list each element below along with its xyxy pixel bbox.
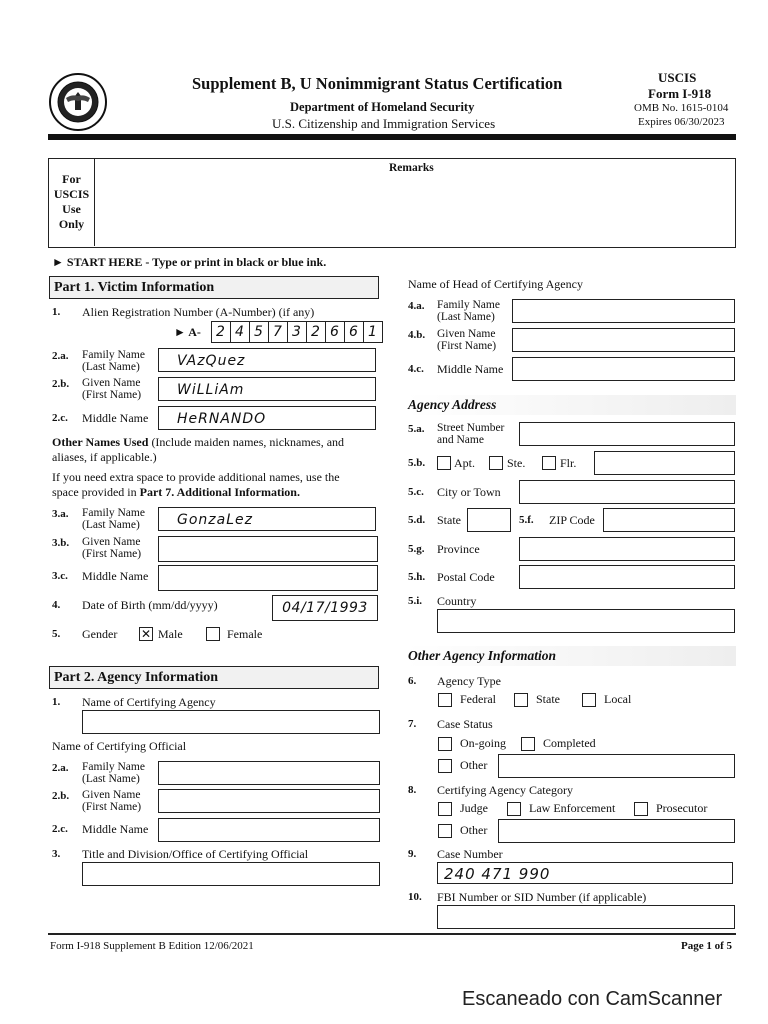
r-q5g-label: Province (437, 542, 480, 556)
local-checkbox[interactable] (582, 693, 596, 707)
local-label: Local (604, 692, 632, 706)
p1-q3b-label: Given Name (First Name) (82, 536, 142, 560)
p1-q2c-label: Middle Name (82, 411, 149, 425)
other-names-instruction-2: aliases, if applicable.) (52, 450, 157, 464)
head-family-name-field[interactable] (512, 299, 735, 323)
p2-q2b-number: 2.b. (52, 790, 70, 802)
r-q6-number: 6. (408, 675, 417, 687)
gender-male-label: Male (158, 627, 183, 641)
apt-label: Apt. (454, 456, 475, 470)
p2-q2c-label: Middle Name (82, 822, 149, 836)
head-given-name-field[interactable] (512, 328, 735, 352)
r-q4b-number: 4.b. (408, 329, 426, 341)
p2-q2a-number: 2.a. (52, 762, 69, 774)
r-q9-label: Case Number (437, 847, 503, 861)
start-here-instruction: ► START HERE - Type or print in black or blue ink. (52, 255, 327, 269)
extra-space-instruction-2: space provided in Part 7. Additional Information. (52, 485, 300, 499)
gender-female-checkbox[interactable] (206, 627, 220, 641)
gender-female-label: Female (227, 627, 263, 641)
a-number-digit: 1 (363, 321, 383, 343)
part2-header: Part 2. Agency Information (49, 666, 379, 689)
omb-number: OMB No. 1615-0104 (634, 102, 729, 114)
r-q8-label: Certifying Agency Category (437, 783, 573, 797)
flr-label: Flr. (560, 456, 577, 470)
date-of-birth-field[interactable]: 04/17/1993 (272, 595, 378, 621)
unit-number-field[interactable] (594, 451, 735, 475)
agency-name: U.S. Citizenship and Immigration Services (272, 116, 496, 131)
city-field[interactable] (519, 480, 735, 504)
completed-label: Completed (543, 736, 596, 750)
case-status-other-label: Other (460, 758, 488, 772)
other-agency-info-header: Other Agency Information (406, 646, 736, 666)
r-q5a-label: Street Number and Name (437, 422, 505, 446)
r-q4b-label: Given Name (First Name) (437, 328, 497, 352)
r-q5c-label: City or Town (437, 485, 501, 499)
r-q4a-number: 4.a. (408, 300, 425, 312)
federal-checkbox[interactable] (438, 693, 452, 707)
r-q5h-number: 5.h. (408, 571, 426, 583)
r-q5b-number: 5.b. (408, 457, 426, 469)
form-number: Form I-918 (648, 86, 712, 101)
r-q4c-number: 4.c. (408, 363, 424, 375)
r-q5h-label: Postal Code (437, 570, 495, 584)
p1-q4-number: 4. (52, 599, 61, 611)
uscis-label: USCIS (658, 70, 697, 85)
a-number-digit: 6 (325, 321, 345, 343)
head-of-agency-label: Name of Head of Certifying Agency (408, 277, 583, 291)
r-q7-label: Case Status (437, 717, 493, 731)
category-other-field[interactable] (498, 819, 735, 843)
p1-q2c-number: 2.c. (52, 412, 68, 424)
state-label: State (536, 692, 560, 706)
certifying-official-label: Name of Certifying Official (52, 739, 187, 753)
postal-code-field[interactable] (519, 565, 735, 589)
p1-q3b-number: 3.b. (52, 537, 70, 549)
form-title: Supplement B, U Nonimmigrant Status Certification (192, 74, 563, 93)
ste-checkbox[interactable] (489, 456, 503, 470)
camscanner-watermark: Escaneado con CamScanner (462, 988, 723, 1010)
a-number-digit: 2 (211, 321, 231, 343)
r-q7-number: 7. (408, 718, 417, 730)
a-number-digit: 4 (230, 321, 250, 343)
case-status-other-checkbox[interactable] (438, 759, 452, 773)
r-q10-number: 10. (408, 891, 422, 903)
footer-rule (48, 933, 736, 935)
p1-q5-label: Gender (82, 627, 118, 641)
extra-space-instruction: If you need extra space to provide additional names, use the (52, 470, 340, 484)
category-other-label: Other (460, 823, 488, 837)
r-q10-label: FBI Number or SID Number (if applicable) (437, 890, 647, 904)
province-field[interactable] (519, 537, 735, 561)
r-q5g-number: 5.g. (408, 543, 425, 555)
department-name: Department of Homeland Security (290, 100, 475, 114)
r-q5i-number: 5.i. (408, 595, 423, 607)
r-q5f-label: ZIP Code (549, 513, 595, 527)
p2-q2c-number: 2.c. (52, 823, 68, 835)
p1-q3c-label: Middle Name (82, 569, 149, 583)
footer-page-number: Page 1 of 5 (681, 940, 733, 952)
p2-q2a-label: Family Name (Last Name) (82, 761, 145, 785)
a-number-digit: 3 (287, 321, 307, 343)
victim-family-name-field[interactable]: VAzQuez (158, 348, 376, 372)
ste-label: Ste. (507, 456, 526, 470)
zip-field[interactable] (603, 508, 735, 532)
a-number-field[interactable] (211, 321, 383, 343)
header-rule (48, 134, 736, 140)
official-given-name-field[interactable] (158, 789, 380, 813)
official-title-field[interactable] (82, 862, 380, 886)
p1-q3c-number: 3.c. (52, 570, 68, 582)
other-middle-name-field[interactable] (158, 565, 378, 591)
p2-q2b-label: Given Name (First Name) (82, 789, 142, 813)
law-enforcement-label: Law Enforcement (529, 801, 616, 815)
r-q5c-number: 5.c. (408, 486, 424, 498)
other-family-name-field[interactable]: GonzaLez (158, 507, 376, 531)
r-q8-number: 8. (408, 784, 417, 796)
uscis-use-only-label: For USCIS Use Only (49, 159, 95, 246)
victim-middle-name-field[interactable]: HeRNANDO (158, 406, 376, 430)
case-number-field[interactable]: 240 471 990 (437, 862, 733, 884)
a-number-digit: 7 (268, 321, 288, 343)
fbi-number-field[interactable] (437, 905, 735, 929)
other-names-instruction: Other Names Used (Include maiden names, nicknames, and (52, 435, 345, 449)
p2-q3-label: Title and Division/Office of Certifying Official (82, 847, 309, 861)
remarks-label: Remarks (389, 162, 434, 174)
federal-label: Federal (460, 692, 496, 706)
r-q5a-number: 5.a. (408, 423, 425, 435)
ongoing-checkbox[interactable] (438, 737, 452, 751)
dhs-seal (48, 72, 108, 132)
certifying-agency-name-field[interactable] (82, 710, 380, 734)
case-status-other-field[interactable] (498, 754, 735, 778)
completed-checkbox[interactable] (521, 737, 535, 751)
a-number-digit: 2 (306, 321, 326, 343)
p1-q5-number: 5. (52, 628, 61, 640)
r-q5f-number: 5.f. (519, 514, 534, 526)
a-number-prefix: ► A- (174, 325, 201, 339)
p1-q4-label: Date of Birth (mm/dd/yyyy) (82, 598, 218, 612)
p2-q1-number: 1. (52, 696, 61, 708)
victim-given-name-field[interactable]: WiLLiAm (158, 377, 376, 401)
gender-male-checkbox[interactable]: ✕ (140, 627, 152, 641)
state-checkbox[interactable] (514, 693, 528, 707)
country-field[interactable] (437, 609, 735, 633)
p1-q2a-label: Family Name (Last Name) (82, 349, 145, 373)
head-middle-name-field[interactable] (512, 357, 735, 381)
official-family-name-field[interactable] (158, 761, 380, 785)
flr-checkbox[interactable] (542, 456, 556, 470)
other-given-name-field[interactable] (158, 536, 378, 562)
law-enforcement-checkbox[interactable] (507, 802, 521, 816)
prosecutor-checkbox[interactable] (634, 802, 648, 816)
p1-q2b-number: 2.b. (52, 378, 70, 390)
p2-q3-number: 3. (52, 848, 61, 860)
p2-q1-label: Name of Certifying Agency (82, 695, 216, 709)
official-middle-name-field[interactable] (158, 818, 380, 842)
ongoing-label: On-going (460, 736, 506, 750)
r-q4c-label: Middle Name (437, 362, 504, 376)
apt-checkbox[interactable] (437, 456, 451, 470)
r-q9-number: 9. (408, 848, 417, 860)
agency-address-header: Agency Address (406, 395, 736, 415)
p1-q2b-label: Given Name (First Name) (82, 377, 142, 401)
judge-checkbox[interactable] (438, 802, 452, 816)
prosecutor-label: Prosecutor (656, 801, 708, 815)
a-number-digit: 6 (344, 321, 364, 343)
p1-q3a-number: 3.a. (52, 508, 69, 520)
r-q6-label: Agency Type (437, 674, 501, 688)
state-field[interactable] (467, 508, 511, 532)
p1-q3a-label: Family Name (Last Name) (82, 507, 145, 531)
p1-q1-number: 1. (52, 306, 61, 318)
footer-edition: Form I-918 Supplement B Edition 12/06/2021 (50, 940, 254, 952)
judge-label: Judge (460, 801, 488, 815)
r-q4a-label: Family Name (Last Name) (437, 299, 500, 323)
r-q5d-number: 5.d. (408, 514, 426, 526)
street-field[interactable] (519, 422, 735, 446)
p1-q2a-number: 2.a. (52, 350, 69, 362)
expiration-date: Expires 06/30/2023 (638, 116, 725, 128)
r-q5i-label: Country (437, 594, 477, 608)
category-other-checkbox[interactable] (438, 824, 452, 838)
part1-header: Part 1. Victim Information (49, 276, 379, 299)
p1-q1-label: Alien Registration Number (A-Number) (if any) (82, 305, 315, 319)
a-number-digit: 5 (249, 321, 269, 343)
r-q5d-label: State (437, 513, 461, 527)
